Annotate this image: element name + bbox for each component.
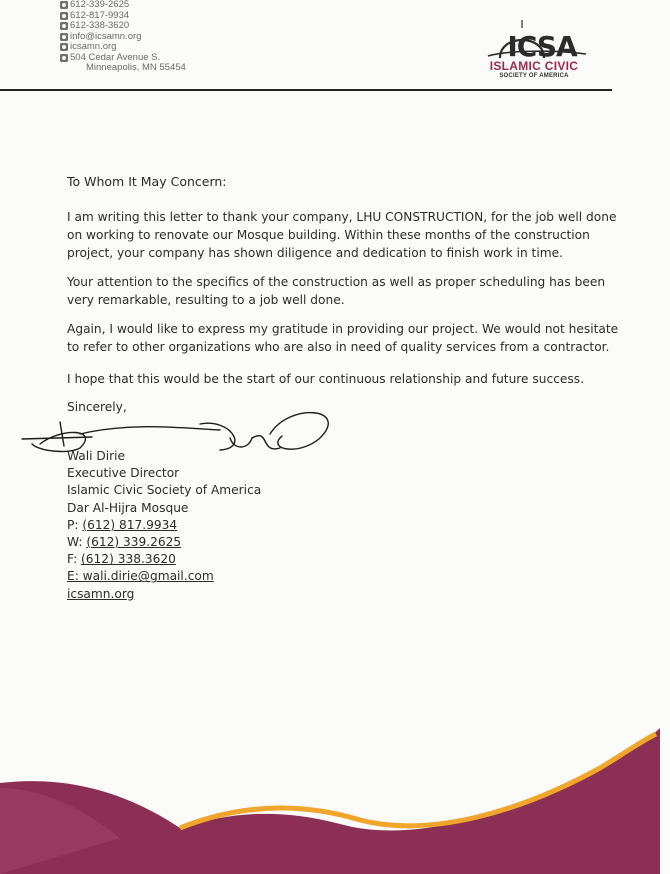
contact-phone-3-text: 612-338-3620 bbox=[70, 20, 130, 31]
contact-address-line1: 504 Cedar Avenue S. bbox=[70, 51, 161, 63]
contact-email-text: info@icsamn.org bbox=[70, 30, 142, 42]
fax-link[interactable]: (612) 338.3620 bbox=[81, 552, 176, 567]
signatory-work-row bbox=[67, 534, 261, 551]
paragraph-1: I am writing this letter to thank your company, LHU CONSTRUCTION, for the job well done on working to renovate our Mosque building. Within these months of the construction project, your company has shown diligence and dedication to finish work in time. bbox=[67, 210, 617, 260]
paragraph-4: I hope that this would be the start of our continuous relationship and future success. bbox=[67, 372, 584, 386]
signatory-phone-row bbox=[67, 517, 261, 534]
mobile-icon bbox=[60, 12, 68, 20]
globe-icon bbox=[60, 43, 68, 51]
work-phone-link[interactable]: (612) 339.2625 bbox=[86, 535, 182, 550]
footer-wave-decoration bbox=[0, 728, 670, 874]
contact-address-line2: Minneapolis, MN 55454 bbox=[86, 62, 186, 73]
contact-block bbox=[60, 0, 320, 74]
icsa-logo bbox=[478, 4, 590, 88]
contact-address-2 bbox=[60, 63, 320, 74]
location-pin-icon bbox=[60, 54, 68, 62]
signatory-mosque: Dar Al-Hijra Mosque bbox=[67, 500, 189, 515]
salutation: To Whom It May Concern: bbox=[67, 174, 227, 189]
contact-phone-1 bbox=[60, 0, 320, 11]
contact-phone-2-text: 612-817-9934 bbox=[70, 9, 130, 21]
fax-icon bbox=[60, 22, 68, 30]
contact-phone-3 bbox=[60, 21, 320, 32]
signatory-title: Executive Director bbox=[67, 466, 180, 481]
phone-link[interactable]: (612) 817.9934 bbox=[82, 517, 178, 532]
header-divider bbox=[0, 89, 612, 91]
email-link[interactable]: E: wali.dirie@gmail.com bbox=[67, 569, 214, 584]
paragraph-2: Your attention to the specifics of the construction as well as proper scheduling has been very remarkable, resulting to a job well done. bbox=[67, 275, 606, 307]
logo-name: ISLAMIC CIVIC bbox=[489, 59, 579, 73]
contact-website bbox=[60, 42, 320, 53]
signatory-name: Wali Dirie bbox=[67, 449, 126, 463]
logo-subtitle: SOCIETY OF AMERICA bbox=[499, 73, 569, 79]
signatory-organization: Islamic Civic Society of America bbox=[67, 483, 262, 498]
work-label: W: bbox=[67, 535, 83, 550]
signatory-fax-row bbox=[67, 551, 261, 568]
fax-label: F: bbox=[67, 552, 78, 567]
website-link[interactable]: icsamn.org bbox=[67, 586, 135, 601]
contact-phone-1-text: 612-339-2625 bbox=[70, 0, 130, 10]
phone-icon bbox=[60, 1, 68, 9]
closing: Sincerely, bbox=[67, 400, 127, 414]
contact-website-text: icsamn.org bbox=[70, 41, 117, 52]
email-icon bbox=[60, 33, 68, 41]
signature-block bbox=[67, 448, 261, 603]
paragraph-3: Again, I would like to express my gratitude in providing our project. We would not hesitate to refer to other organizations who are also in need of quality services from a contractor. bbox=[67, 322, 619, 354]
phone-label: P: bbox=[67, 517, 79, 532]
logo-acronym: ICSA bbox=[507, 30, 577, 63]
